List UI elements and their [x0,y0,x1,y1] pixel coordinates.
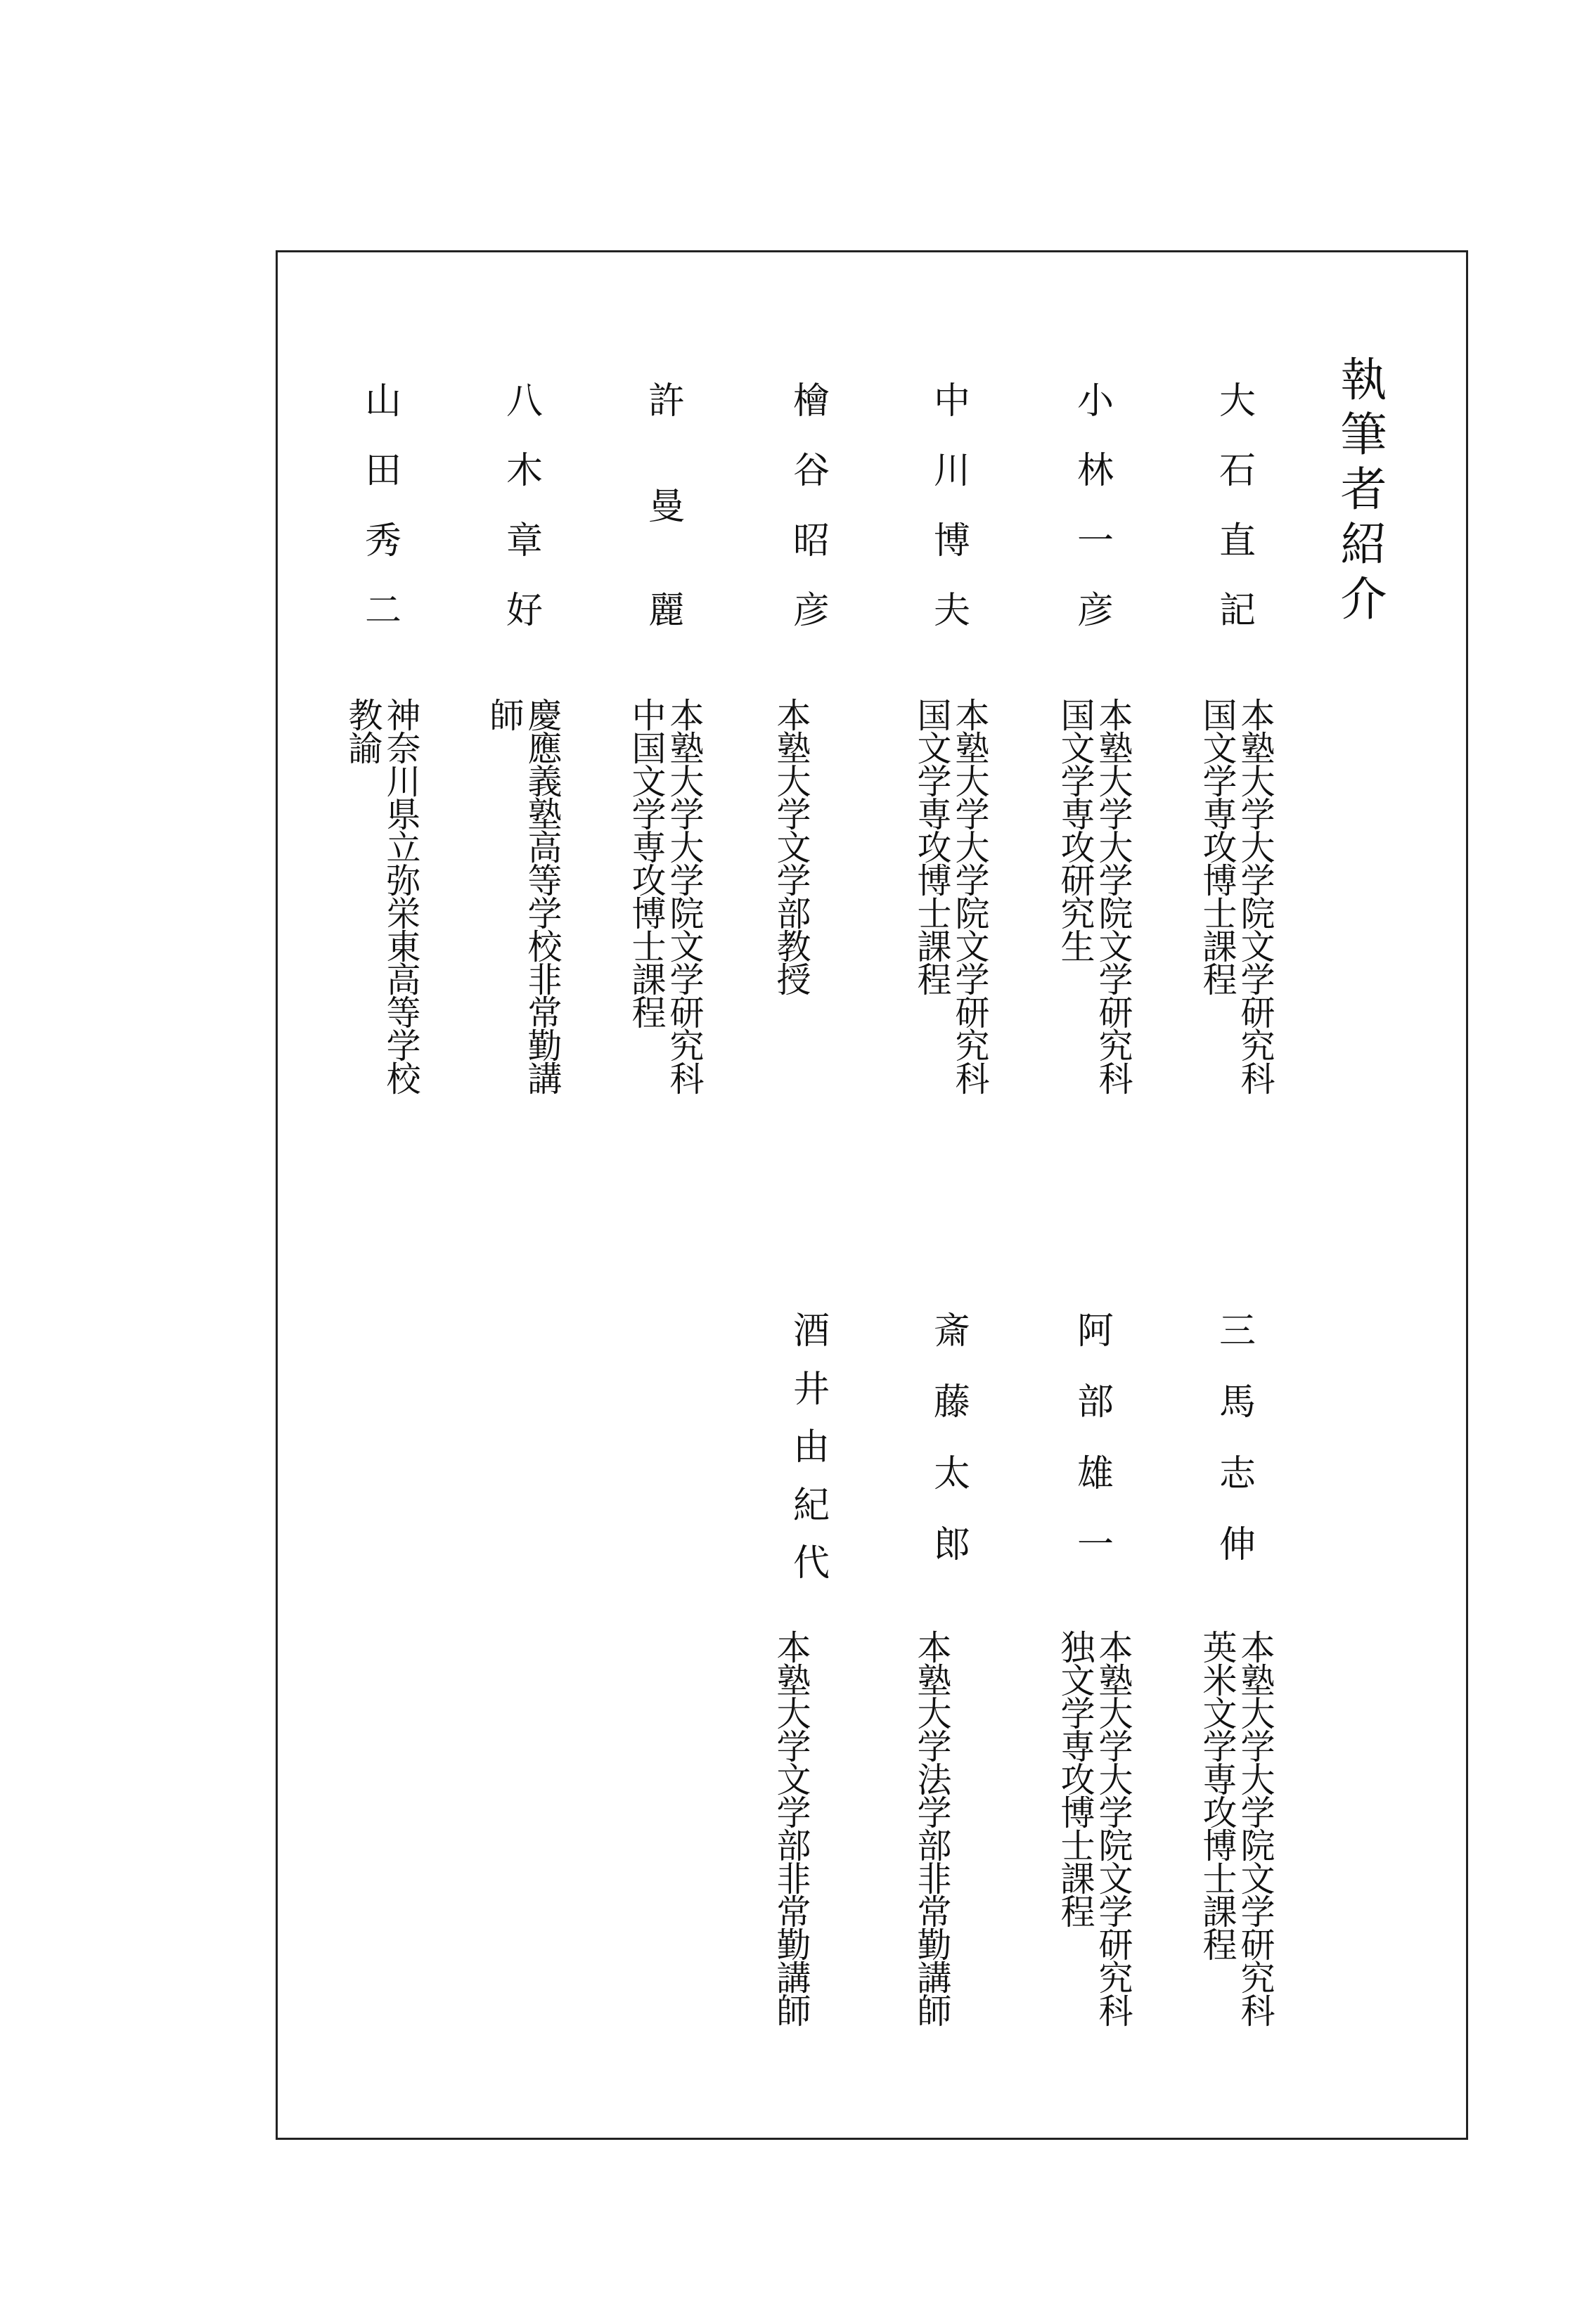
contributor-name-char: 川 [934,450,971,493]
contributor-affiliation: 本塾大学大学院文学研究科 国文学専攻博士課程 [1197,697,1275,1094]
contributor-name-char: 小 [1077,380,1114,422]
contributor-name-char: 井 [793,1368,830,1411]
contributor-affiliation: 本塾大学大学院文学研究科 国文学専攻博士課程 [912,697,990,1094]
contributor-name-char: 三 [1219,1310,1256,1353]
contributor-name-char: 林 [1077,450,1114,493]
contributor-name-char: 太 [934,1452,971,1495]
page-title: 執筆者紹介 [1332,355,1387,629]
contributor-name-char: 由 [793,1426,830,1468]
contributor-affiliation: 本塾大学文学部教授 [771,697,811,995]
contributor-name-char: 曼 [648,486,686,528]
contributor-name-char: 馬 [1219,1381,1256,1424]
contributor-name-char: 酒 [793,1310,830,1353]
contributor-name-char: 秀 [365,519,402,562]
contributor-name-char: 石 [1219,450,1256,493]
contributor-affiliation: 神奈川県立弥栄東高等学校 教諭 [343,697,421,1094]
contributor-name-char: 斎 [934,1310,971,1353]
contributor-affiliation: 本塾大学法学部非常勤講師 [912,1629,952,2026]
contributor-name-char: 大 [1219,380,1256,422]
contributor-name-char: 二 [365,590,402,632]
contributor-name-char: 直 [1219,519,1256,562]
contributor-name-char: 記 [1219,590,1256,632]
contributor-name-char: 檜 [793,380,830,422]
contributor-name-char: 雄 [1077,1452,1114,1495]
contributor-affiliation: 本塾大学大学院文学研究科 国文学専攻研究生 [1055,697,1133,1094]
page-frame [276,250,1468,2140]
contributor-name-char: 谷 [793,450,830,493]
contributor-name-char: 一 [1077,519,1114,562]
contributor-name-char: 田 [365,450,402,493]
contributor-name-char: 中 [934,380,971,422]
contributor-name-char: 章 [506,519,544,562]
contributor-name-char: 阿 [1077,1310,1114,1353]
contributor-name-char: 一 [1077,1524,1114,1566]
contributor-affiliation: 慶應義塾高等学校非常勤講 師 [484,697,562,1094]
contributor-name-char: 志 [1219,1452,1256,1495]
contributor-name-char: 麗 [648,590,686,632]
contributor-name-char: 昭 [793,519,830,562]
contributor-name-char: 紀 [793,1484,830,1527]
contributor-affiliation: 本塾大学大学院文学研究科 独文学専攻博士課程 [1055,1629,1133,2026]
contributor-name-char: 山 [365,380,402,422]
contributor-name-char: 彦 [1077,590,1114,632]
contributor-name-char: 許 [648,380,686,422]
contributor-name-char: 藤 [934,1381,971,1424]
contributor-affiliation: 本塾大学文学部非常勤講師 [771,1629,811,2026]
contributor-name-char: 伸 [1219,1524,1256,1566]
contributor-affiliation: 本塾大学大学院文学研究科 英米文学専攻博士課程 [1197,1629,1275,2026]
contributor-name-char: 彦 [793,590,830,632]
contributor-name-char: 博 [934,519,971,562]
contributor-name-char: 木 [506,450,544,493]
contributor-name-char: 部 [1077,1381,1114,1424]
contributor-affiliation: 本塾大学大学院文学研究科 中国文学専攻博士課程 [626,697,705,1094]
contributor-name-char: 代 [793,1542,830,1584]
contributor-name-char: 郎 [934,1524,971,1566]
contributor-name-char: 好 [506,590,544,632]
contributor-name-char: 八 [506,380,544,422]
contributor-name-char: 夫 [934,590,971,632]
